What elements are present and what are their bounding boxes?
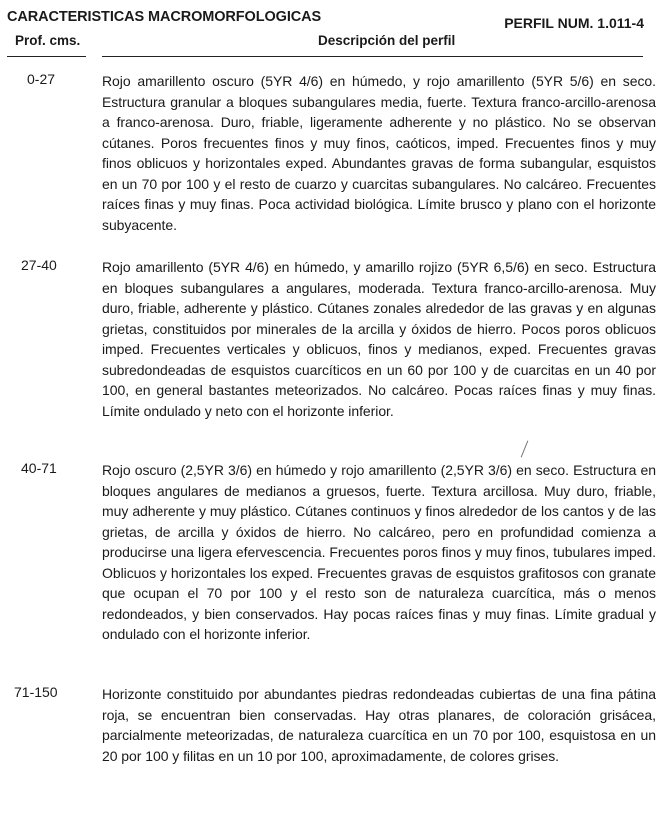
profile-number: PERFIL NUM. 1.011-4 (504, 15, 644, 31)
horizon-description: Rojo amarillento oscuro (5YR 4/6) en húmedo, y rojo amarillento (5YR 5/6) en seco. Estructura granular a bloques subangulares media, fuerte. Textura franco-arcillo-arenosa a franco-arenosa. Duro, friable, ligeramente adherente y no plástico. No se observan cútanes. Poros frecuentes finos y muy finos, caóticos, imped. Frecuentes finos y muy finos oblicuos y horizontales exped. Abundantes gravas de forma subangular, esquistos en un 70 por 100 y el resto de cuarzo y cuarcitas subangulares. No calcáreo. Frecuentes raíces finas y muy finas. Poca actividad biológica. Límite brusco y plano con el horizonte subyacente. (102, 73, 656, 233)
pencil-mark (521, 440, 529, 457)
description-column-header: Descripción del perfil (318, 33, 456, 48)
horizon-description: Rojo oscuro (2,5YR 3/6) en húmedo y rojo amarillento (2,5YR 3/6) en seco. Estructura en bloques angulares de medianos a gruesos, fuerte. Textura arcillosa. Muy duro, friable, muy adherente y muy plástico. Cútanes continuos y finos alrededor de los cantos y de las grietas, de arcilla y óxidos de hierro. No calcáreo, pero en profundidad comienza a producirse una ligera efervescencia. Frecuentes poros finos y muy finos, tubulares imped. Oblicuos y horizontales los exped. Frecuentes gravas de esquistos grafitosos con granate que ocupan el 70 por 100 y el resto son de naturaleza cuarcítica, más o menos redondeados, y bien conservados. Hay pocas raíces finas y muy finas. Límite gradual y ondulado con el horizonte inferior. (102, 462, 656, 642)
horizon-depth: 0-27 (27, 71, 56, 87)
horizon-description: Rojo amarillento (5YR 4/6) en húmedo, y amarillo rojizo (5YR 6,5/6) en seco. Estructura en bloques subangulares a angulares, moderada. Textura franco-arcillo-arenosa. Muy duro, friable, adherente y plástico. Cútanes zonales alrededor de las gravas y en algunas grietas, constituidos por minerales de la arcilla y óxidos de hierro. Pocos poros oblicuos imped. Frecuentes verticales y oblicuos, finos y medianos, exped. Frecuentes gravas subredondeadas de esquistos cuarcíticos en un 60 por 100 y de cuarcitas en un 40 por 100, en general bastantes meteorizados. No calcáreo. Pocas raíces finas y muy finas. Límite ondulado y neto con el horizonte inferior. (102, 259, 656, 419)
horizon-depth: 71-150 (14, 684, 58, 700)
description-header-rule (102, 56, 643, 57)
depth-header-rule (7, 56, 86, 57)
table-header (0, 0, 662, 62)
depth-column-header: Prof. cms. (15, 33, 81, 48)
horizon-depth: 40-71 (21, 460, 57, 476)
horizon-depth: 27-40 (21, 257, 57, 273)
horizon-description: Horizonte constituido por abundantes piedras redondeadas cubiertas de una fina pátina roja, se encuentran bien conservadas. Hay otras planares, de coloración grisácea, parcialmente meteorizadas, de naturaleza cuarcítica en un 70 por 100, esquistosa en un 20 por 100 y filitas en un 10 por 100, aproximadamente, de colores grises. (102, 686, 656, 764)
section-title: CARACTERISTICAS MACROMORFOLOGICAS (7, 9, 322, 25)
